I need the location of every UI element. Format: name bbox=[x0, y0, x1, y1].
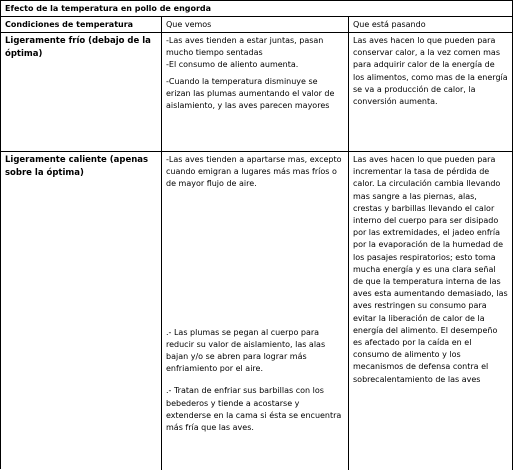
row1-condition: Ligeramente frío (debajo de la óptima) bbox=[1, 33, 162, 152]
row2-observed bbox=[162, 152, 349, 470]
row1-observed bbox=[162, 33, 349, 152]
row2-observed-item: -Las aves tienden a apartarse mas, excepto cuando emigran a lugares más mas fríos o de mayor flujo de aire. bbox=[166, 155, 342, 189]
row2-observed-item: .- Las plumas se pegan al cuerpo para reducir su valor de aislamiento, las alas bajan y/o se abren para lograr más enfriamiento por el aire. bbox=[166, 327, 326, 374]
table-title: Efecto de la temperatura en pollo de engorda bbox=[1, 1, 513, 17]
row1-explanation: Las aves hacen lo que pueden para conservar calor, a la vez comen mas para adquirir calor de la energía de los alimentos, como mas de la energía se va a producción de calor, la conversión aumenta. bbox=[349, 33, 513, 152]
header-observed: Que vemos bbox=[162, 17, 349, 33]
header-conditions: Condiciones de temperatura bbox=[1, 17, 162, 33]
header-explanation: Que está pasando bbox=[349, 17, 513, 33]
row2-observed-item: .- Tratan de enfriar sus barbillas con los bebederos y tiende a acostarse y extenderse en la cama si ésta se encuentra más fría que las aves. bbox=[166, 386, 342, 433]
row1-observed-item: -Cuando la temperatura disminuye se erizan las plumas aumentando el valor de aislamiento, y las aves parecen mayores bbox=[166, 76, 335, 111]
row2-condition: Ligeramente caliente (apenas sobre la óptima) bbox=[1, 152, 162, 470]
row2-explanation: Las aves hacen lo que pueden para incrementar la tasa de pérdida de calor. La circulación cambia llevando mas sangre a las piernas, alas, crestas y barbillas llevando el calor interno del cuerpo para ser disipado por las extremidades, el jadeo enfría por la evaporación de la humedad de los pasajes respiratorios; esto toma mucha energía y es una clara señal de que la temperatura interna de las aves esta aumentando demasiado, las aves restringen su consumo para evitar la liberación de calor de la energía del alimento. El desempeño es afectado por la caída en el consumo de alimento y los mecanismos de defensa contra el sobrecalentamiento de las aves bbox=[349, 152, 513, 470]
row1-observed-item: -Las aves tienden a estar juntas, pasan mucho tiempo sentadas bbox=[166, 36, 324, 58]
row1-observed-item: -El consumo de aliento aumenta. bbox=[166, 60, 299, 70]
